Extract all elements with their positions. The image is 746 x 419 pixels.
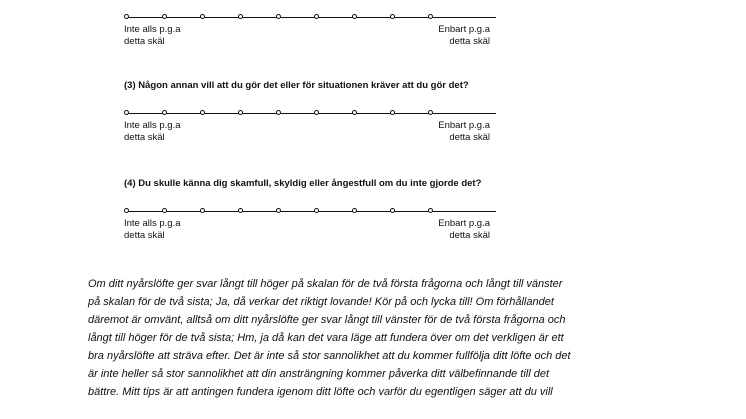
question-3: (3) Någon annan vill att du gör det eller för situationen kräver att du gör det?	[124, 80, 469, 91]
paragraph-line: är inte heller så stor sannolikhet att din ansträngning kommer påverka ditt välbefinnande till det	[88, 368, 550, 380]
scale-point-4[interactable]	[238, 110, 243, 115]
body-paragraph	[88, 275, 662, 401]
paragraph-line: bättre. Mitt tips är att antingen fundera igenom ditt löfte och varför du egentligen säger att du vill	[88, 386, 553, 398]
scale-point-2[interactable]	[162, 14, 167, 19]
scale-point-5[interactable]	[276, 110, 281, 115]
scale-line	[127, 211, 496, 212]
scale-point-1[interactable]	[124, 110, 129, 115]
scale-line	[127, 17, 496, 18]
paragraph-line: bra nyårslöfte att sträva efter. Det är inte så stor sannolikhet att du kommer fullfölja ditt löfte och det	[88, 350, 571, 362]
scale-point-1[interactable]	[124, 208, 129, 213]
scale-point-5[interactable]	[276, 14, 281, 19]
question-4: (4) Du skulle känna dig skamfull, skyldig eller ångestfull om du inte gjorde det?	[124, 178, 482, 189]
scale-point-3[interactable]	[200, 110, 205, 115]
paragraph-line: långt till höger för de två sista; Hm, ja då kan det vara läge att fundera över om det verkligen är ett	[88, 332, 564, 344]
scale-1-left-label: Inte alls p.g.a detta skäl	[124, 24, 181, 47]
paragraph-line: däremot är omvänt, alltså om ditt nyårslöfte ger svar långt till vänster för de två första frågorna och	[88, 314, 566, 326]
scale-point-8[interactable]	[390, 110, 395, 115]
scale-point-1[interactable]	[124, 14, 129, 19]
scale-point-9[interactable]	[428, 110, 433, 115]
scale-point-4[interactable]	[238, 208, 243, 213]
scale-point-6[interactable]	[314, 14, 319, 19]
scale-point-9[interactable]	[428, 14, 433, 19]
scale-2-left-label: Inte alls p.g.a detta skäl	[124, 120, 181, 143]
scale-point-3[interactable]	[200, 14, 205, 19]
scale-point-2[interactable]	[162, 110, 167, 115]
scale-3-left-label: Inte alls p.g.a detta skäl	[124, 218, 181, 241]
scale-point-2[interactable]	[162, 208, 167, 213]
scale-point-7[interactable]	[352, 14, 357, 19]
scale-point-3[interactable]	[200, 208, 205, 213]
scale-1-right-label: Enbart p.g.a detta skäl	[438, 24, 490, 47]
scale-point-8[interactable]	[390, 208, 395, 213]
scale-3-right-label: Enbart p.g.a detta skäl	[438, 218, 490, 241]
scale-point-8[interactable]	[390, 14, 395, 19]
scale-point-7[interactable]	[352, 110, 357, 115]
paragraph-line: Om ditt nyårslöfte ger svar långt till höger på skalan för de två första frågorna och långt till vänster	[88, 278, 563, 290]
scale-point-9[interactable]	[428, 208, 433, 213]
scale-line	[127, 113, 496, 114]
scale-point-7[interactable]	[352, 208, 357, 213]
paragraph-line: på skalan för de två sista; Ja, då verkar det riktigt lovande! Kör på och lycka till! Om förhållandet	[88, 296, 554, 308]
scale-point-6[interactable]	[314, 208, 319, 213]
scale-2-right-label: Enbart p.g.a detta skäl	[438, 120, 490, 143]
scale-point-4[interactable]	[238, 14, 243, 19]
scale-point-6[interactable]	[314, 110, 319, 115]
scale-point-5[interactable]	[276, 208, 281, 213]
